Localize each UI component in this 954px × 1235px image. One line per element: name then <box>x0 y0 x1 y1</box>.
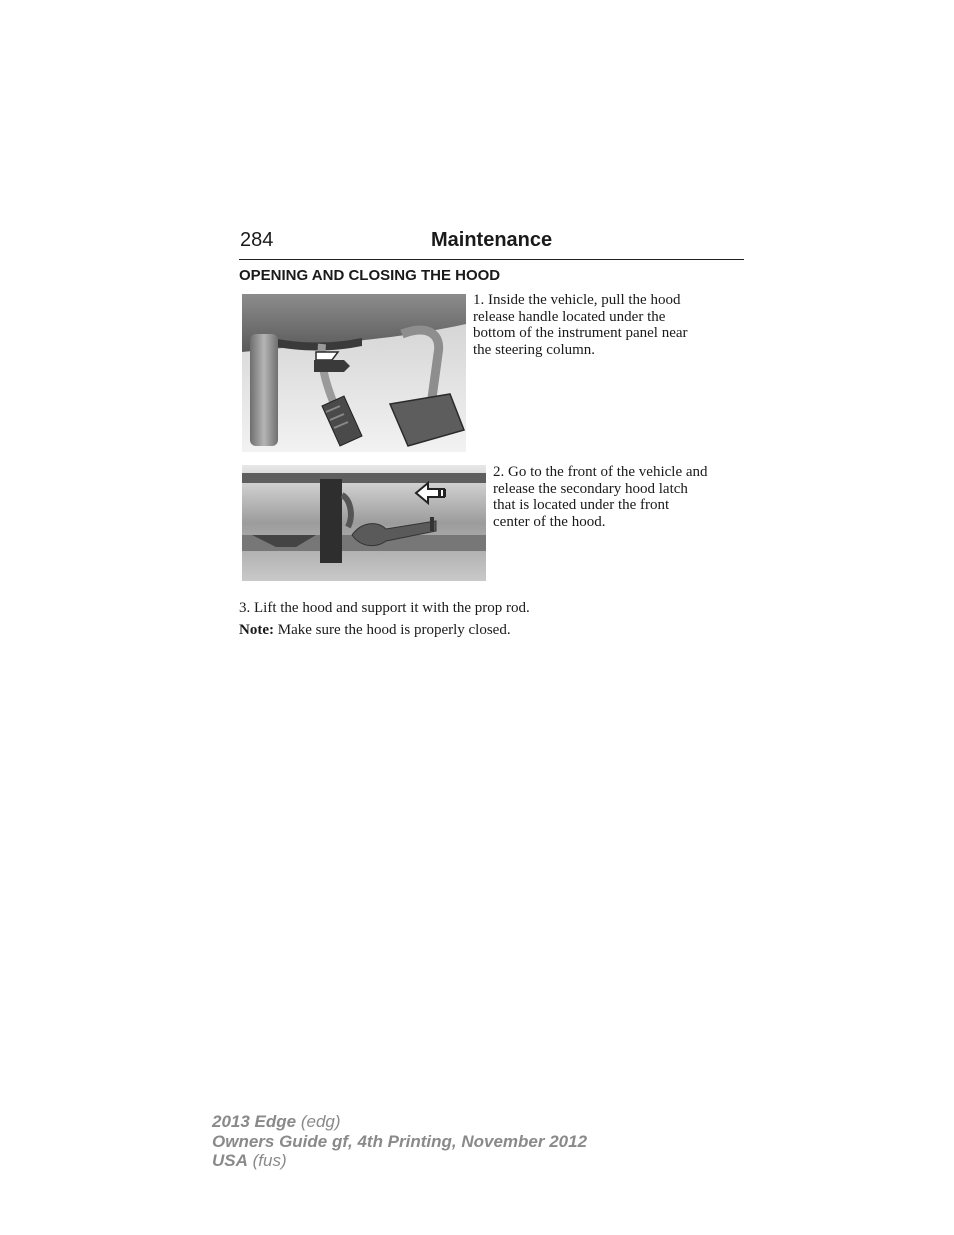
page-number: 284 <box>240 229 274 251</box>
footer-line-3: USA (fus) <box>212 1151 287 1170</box>
page-footer <box>212 1112 587 1171</box>
page-header <box>239 228 744 260</box>
footer-line-1: 2013 Edge (edg) <box>212 1112 341 1131</box>
step-2-text: 2. Go to the front of the vehicle and release the secondary hood latch that is located under the front center of the hood. <box>493 464 708 530</box>
secondary-hood-latch-illustration <box>242 465 486 581</box>
step-1-text: 1. Inside the vehicle, pull the hood release handle located under the bottom of the instrument panel near the steering column. <box>473 292 688 358</box>
note-text: Make sure the hood is properly closed. <box>277 622 511 638</box>
hood-release-handle-illustration <box>242 294 466 452</box>
section-heading: OPENING AND CLOSING THE HOOD <box>239 267 501 284</box>
footer-line-2: Owners Guide gf, 4th Printing, November 2012 <box>212 1131 588 1151</box>
section-title: Maintenance <box>431 229 553 251</box>
note-label: Note: <box>239 622 274 638</box>
note <box>239 622 511 639</box>
step-3-text: 3. Lift the hood and support it with the prop rod. <box>239 600 530 616</box>
